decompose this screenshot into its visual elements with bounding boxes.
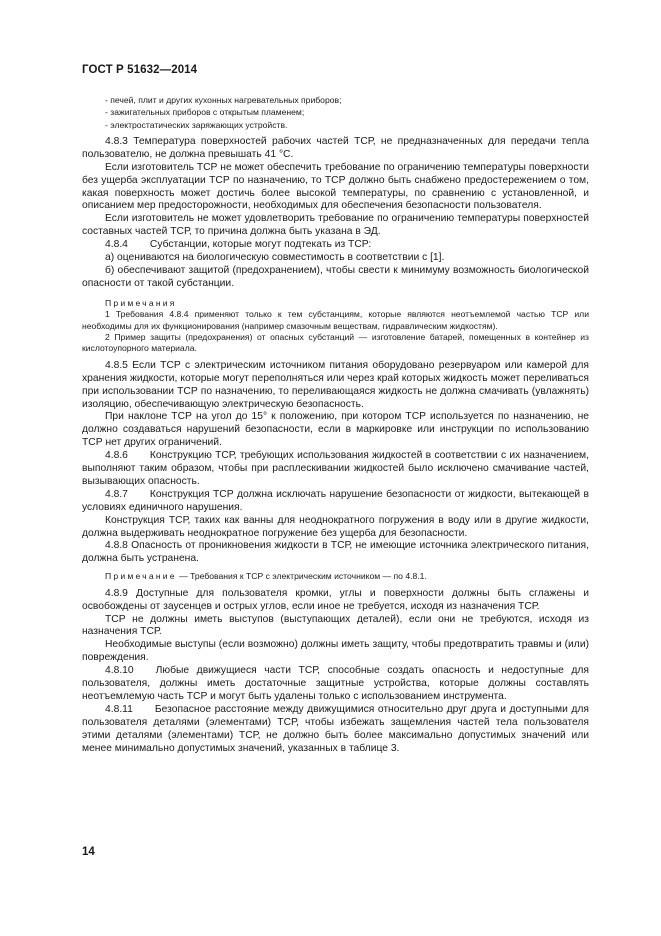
note-title: Примечание bbox=[105, 571, 177, 582]
paragraph: Необходимые выступы (если возможно) должны иметь защиту, чтобы предотвратить травмы и (или) повреждения. bbox=[82, 639, 589, 664]
paragraph: ТСР не должны иметь выступов (выступающих деталей), если они не требуются, исходя из назначения ТСР. bbox=[82, 613, 589, 638]
intro-list bbox=[82, 94, 589, 131]
clause-number: 4.8.4 bbox=[105, 239, 128, 251]
document-header: ГОСТ Р 51632—2014 bbox=[82, 64, 198, 76]
paragraph: При наклоне ТСР на угол до 15° к положению, при котором ТСР используется по назначению, не должно создаваться нарушений безопасности, если в маркировке или инструкции по использованию ТСР нет других ограничений. bbox=[82, 411, 589, 449]
paragraph: Если изготовитель не может удовлетворить требование по ограничению температуры поверхностей составных частей ТСР, то причина должна быть указана в ЭД. bbox=[82, 213, 589, 238]
clause-number: 4.8.11 bbox=[105, 703, 133, 715]
paragraph-4-8-11 bbox=[82, 704, 589, 756]
paragraph-4-8-3: 4.8.3 Температура поверхностей рабочих частей ТСР, не предназначенных для передачи тепла пользователю, не должна превышать 41 °С. bbox=[82, 135, 589, 160]
clause-number: 4.8.6 bbox=[105, 450, 128, 462]
main-text-2 bbox=[82, 360, 589, 567]
paragraph-4-8-9: 4.8.9 Доступные для пользователя кромки, углы и поверхности должны быть сглажены и освобождены от заусенцев и острых углов, если иное не требуется, исходя из назначения ТСР. bbox=[82, 587, 589, 612]
paragraph-4-8-4 bbox=[82, 239, 589, 252]
clause-text: Конструкцию ТСР, требующих использования жидкостей в соответствии с их назначением, выполняют таким образом, чтобы при расплескивании жидкостей было исключено смачивание частей, вызывающих опасность. bbox=[82, 450, 589, 487]
clause-number: 4.8.10 bbox=[105, 665, 134, 677]
clause-text: Субстанции, которые могут подтекать из ТСР: bbox=[149, 239, 372, 251]
paragraph-4-8-7 bbox=[82, 489, 589, 515]
list-item: - электростатических заряжающих устройств. bbox=[105, 119, 288, 130]
notes-block bbox=[82, 298, 589, 355]
paragraph: Конструкция ТСР, таких как ванны для неоднократного погружения в воду или в другие жидкости, должна выдерживать неоднократное погружение без ущерба для безопасности. bbox=[82, 514, 589, 539]
paragraph: Если изготовитель ТСР не может обеспечить требование по ограничению температуры поверхности без ущерба эксплуатации ТСР по назначению, то ТСР должно быть снабжено предостережением о том, какая поверхность может достичь более высокой температуры, по сравнению с установленной, и описанием мер предосторожности, необходимых для обеспечения безопасности пользователя. bbox=[82, 161, 589, 212]
single-note bbox=[82, 571, 589, 582]
page-number: 14 bbox=[82, 846, 95, 858]
notes-title: Примечания bbox=[105, 297, 177, 308]
clause-number: 4.8.7 bbox=[105, 488, 128, 500]
list-item: - зажигательных приборов с открытым пламенем; bbox=[105, 107, 305, 118]
clause-text: Безопасное расстояние между движущимися относительно друг друга и доступными для пользователя деталями (элементами) ТСР, чтобы избежать защемления частей тела пользователя этими деталями (элементами) ТСР, не должно быть более максимально допустимых значений или менее минимально допустимых значений, указанных в таблице 3. bbox=[82, 703, 589, 754]
clause-text: Конструкция ТСР должна исключать нарушение безопасности от жидкости, вытекающей в условиях единичного нарушения. bbox=[82, 488, 589, 513]
main-text-3 bbox=[82, 588, 589, 756]
paragraph-4-8-8: 4.8.8 Опасность от проникновения жидкости в ТСР, не имеющие источника электрического питания, должна быть устранена. bbox=[82, 540, 589, 565]
note-item: 1 Требования 4.8.4 применяют только к тем субстанциям, которые являются неотъемлемой частью ТСР или необходимы для их функционирования (например смазочным веществам, гидравлическим жидкостям). bbox=[82, 309, 589, 331]
paragraph: б) обеспечивают защитой (предохранением), чтобы свести к минимуму возможность биологической опасности от такой субстанции. bbox=[82, 264, 589, 289]
clause-text: Любые движущиеся части ТСР, способные создать опасность и недоступные для пользователя, должны иметь достаточные защитные устройства, которые должны составлять неотъемлемую часть ТСР и могут быть удалены только с использованием инструмента. bbox=[82, 665, 589, 702]
note-text: — Требования к ТСР с электрическим источником — по 4.8.1. bbox=[176, 571, 427, 582]
paragraph: а) оцениваются на биологическую совместимость в соответствии с [1]. bbox=[105, 252, 445, 264]
paragraph-4-8-5: 4.8.5 Если ТСР с электрическим источником питания оборудовано резервуаром или камерой для хранения жидкости, которые могут переполняться или через край которых жидкость может переливаться при использовании ТСР по назначению, то переливающаяся жидкость не должна смачивать (увлажнять) изоляцию, обеспечивающую электрическую безопасность. bbox=[82, 359, 589, 410]
note-item: 2 Пример защиты (предохранения) от опасных субстанций — изготовление батарей, помещенных в контейнер из кислотоупорного материала. bbox=[82, 331, 589, 354]
main-text bbox=[82, 136, 589, 291]
list-item: - печей, плит и других кухонных нагревательных приборов; bbox=[105, 95, 342, 105]
paragraph-4-8-6 bbox=[82, 450, 589, 489]
paragraph-4-8-10 bbox=[82, 665, 589, 704]
